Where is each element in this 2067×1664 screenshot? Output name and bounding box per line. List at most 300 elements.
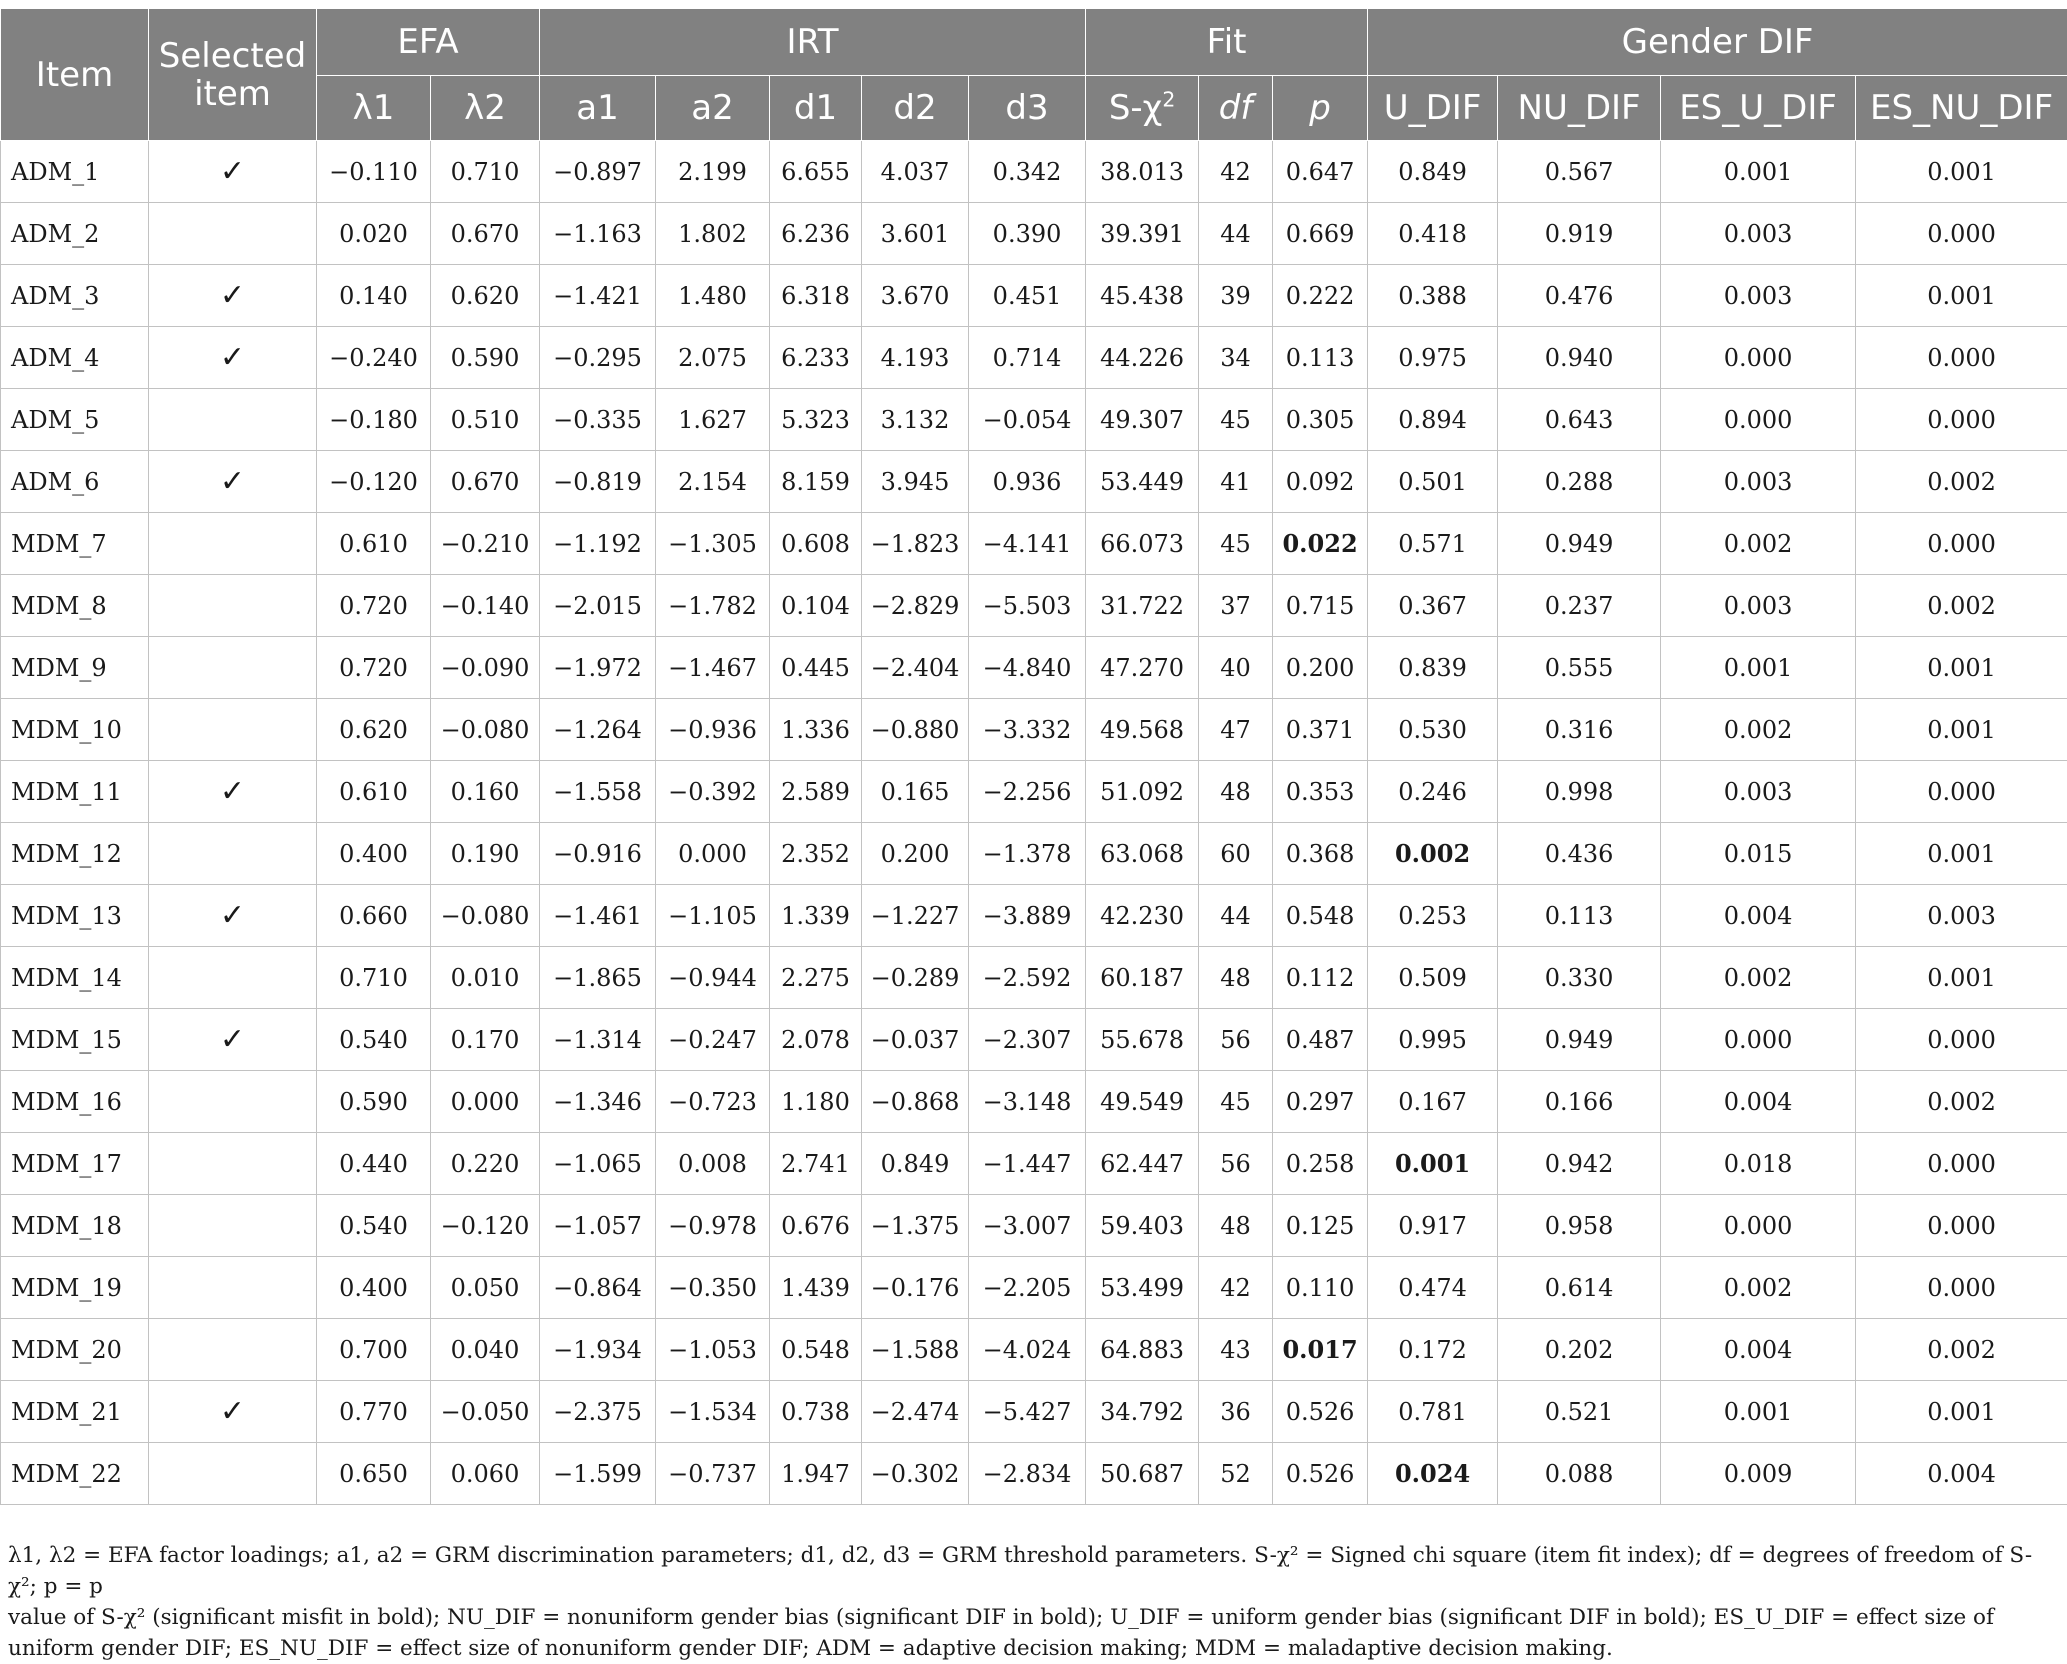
cell-nudif: 0.949 <box>1498 513 1661 575</box>
cell-df: 44 <box>1199 203 1273 265</box>
header-u-dif: U_DIF <box>1368 76 1498 141</box>
cell-esu: 0.015 <box>1661 823 1856 885</box>
cell-d1: 2.352 <box>770 823 862 885</box>
cell-esu: 0.003 <box>1661 761 1856 823</box>
cell-nudif: 0.940 <box>1498 327 1661 389</box>
cell-d1: 6.655 <box>770 141 862 203</box>
cell-p: 0.200 <box>1273 637 1368 699</box>
cell-a2: −1.305 <box>656 513 770 575</box>
cell-item: ADM_3 <box>1 265 149 327</box>
cell-l2: 0.620 <box>431 265 540 327</box>
cell-a1: −1.192 <box>540 513 656 575</box>
cell-l2: 0.670 <box>431 203 540 265</box>
cell-schi: 39.391 <box>1086 203 1199 265</box>
header-d2: d2 <box>862 76 969 141</box>
table-row <box>1 513 2067 575</box>
cell-a1: −1.461 <box>540 885 656 947</box>
cell-l2: 0.060 <box>431 1443 540 1505</box>
cell-esnu: 0.003 <box>1856 885 2067 947</box>
cell-nudif: 0.088 <box>1498 1443 1661 1505</box>
cell-l1: 0.440 <box>317 1133 431 1195</box>
checkmark-icon: ✓ <box>149 451 317 513</box>
cell-l2: −0.120 <box>431 1195 540 1257</box>
checkmark-icon: ✓ <box>149 327 317 389</box>
cell-a1: −2.375 <box>540 1381 656 1443</box>
cell-esu: 0.002 <box>1661 1257 1856 1319</box>
cell-schi: 50.687 <box>1086 1443 1199 1505</box>
cell-l2: 0.220 <box>431 1133 540 1195</box>
cell-esnu: 0.002 <box>1856 1319 2067 1381</box>
cell-d1: 1.339 <box>770 885 862 947</box>
cell-a2: −1.467 <box>656 637 770 699</box>
cell-esnu: 0.000 <box>1856 1009 2067 1071</box>
cell-a2: −0.350 <box>656 1257 770 1319</box>
cell-df: 48 <box>1199 947 1273 1009</box>
cell-d2: −0.868 <box>862 1071 969 1133</box>
cell-p: 0.222 <box>1273 265 1368 327</box>
cell-udif: 0.001 <box>1368 1133 1498 1195</box>
cell-schi: 64.883 <box>1086 1319 1199 1381</box>
cell-a1: −1.264 <box>540 699 656 761</box>
table-row <box>1 451 2067 513</box>
cell-esnu: 0.000 <box>1856 761 2067 823</box>
cell-d3: −5.503 <box>969 575 1086 637</box>
table-row <box>1 265 2067 327</box>
cell-a2: −0.723 <box>656 1071 770 1133</box>
cell-udif: 0.024 <box>1368 1443 1498 1505</box>
cell-item: MDM_15 <box>1 1009 149 1071</box>
cell-l2: 0.510 <box>431 389 540 451</box>
cell-a1: −1.346 <box>540 1071 656 1133</box>
cell-p: 0.487 <box>1273 1009 1368 1071</box>
cell-a2: −0.737 <box>656 1443 770 1505</box>
cell-item: MDM_19 <box>1 1257 149 1319</box>
cell-a2: 2.154 <box>656 451 770 513</box>
cell-a1: −1.065 <box>540 1133 656 1195</box>
cell-nudif: 0.958 <box>1498 1195 1661 1257</box>
cell-item: MDM_17 <box>1 1133 149 1195</box>
cell-df: 45 <box>1199 389 1273 451</box>
cell-esnu: 0.000 <box>1856 389 2067 451</box>
cell-selected-empty <box>149 823 317 885</box>
cell-d2: 3.601 <box>862 203 969 265</box>
cell-a2: 2.199 <box>656 141 770 203</box>
cell-d3: −4.141 <box>969 513 1086 575</box>
table-row <box>1 823 2067 885</box>
cell-udif: 0.388 <box>1368 265 1498 327</box>
table-row <box>1 141 2067 203</box>
cell-a2: −0.936 <box>656 699 770 761</box>
header-lambda1: λ1 <box>317 76 431 141</box>
cell-d3: −2.592 <box>969 947 1086 1009</box>
cell-udif: 0.418 <box>1368 203 1498 265</box>
table-row <box>1 885 2067 947</box>
cell-item: ADM_5 <box>1 389 149 451</box>
cell-d3: −4.024 <box>969 1319 1086 1381</box>
cell-schi: 34.792 <box>1086 1381 1199 1443</box>
cell-nudif: 0.949 <box>1498 1009 1661 1071</box>
cell-p: 0.112 <box>1273 947 1368 1009</box>
cell-l2: −0.080 <box>431 885 540 947</box>
cell-selected-empty <box>149 1443 317 1505</box>
cell-d3: −3.148 <box>969 1071 1086 1133</box>
table-row <box>1 1319 2067 1381</box>
cell-p: 0.017 <box>1273 1319 1368 1381</box>
cell-d1: 1.439 <box>770 1257 862 1319</box>
cell-df: 47 <box>1199 699 1273 761</box>
cell-d2: 0.200 <box>862 823 969 885</box>
cell-p: 0.548 <box>1273 885 1368 947</box>
cell-schi: 42.230 <box>1086 885 1199 947</box>
cell-d2: 3.132 <box>862 389 969 451</box>
cell-d3: 0.342 <box>969 141 1086 203</box>
cell-esnu: 0.000 <box>1856 1195 2067 1257</box>
cell-schi: 51.092 <box>1086 761 1199 823</box>
checkmark-icon: ✓ <box>149 1381 317 1443</box>
cell-schi: 55.678 <box>1086 1009 1199 1071</box>
cell-esnu: 0.000 <box>1856 513 2067 575</box>
cell-l2: 0.170 <box>431 1009 540 1071</box>
cell-p: 0.353 <box>1273 761 1368 823</box>
cell-l2: −0.090 <box>431 637 540 699</box>
cell-esnu: 0.001 <box>1856 1381 2067 1443</box>
cell-l1: 0.770 <box>317 1381 431 1443</box>
cell-a1: −0.335 <box>540 389 656 451</box>
cell-schi: 63.068 <box>1086 823 1199 885</box>
cell-selected-empty <box>149 575 317 637</box>
cell-d2: −1.227 <box>862 885 969 947</box>
cell-d3: −3.332 <box>969 699 1086 761</box>
cell-df: 42 <box>1199 1257 1273 1319</box>
cell-selected-empty <box>149 513 317 575</box>
cell-a2: 2.075 <box>656 327 770 389</box>
table-row <box>1 1381 2067 1443</box>
cell-d2: 3.945 <box>862 451 969 513</box>
header-df: df <box>1199 76 1273 141</box>
cell-df: 34 <box>1199 327 1273 389</box>
cell-d2: −2.404 <box>862 637 969 699</box>
cell-a1: −1.972 <box>540 637 656 699</box>
table-row <box>1 1133 2067 1195</box>
cell-a2: 0.008 <box>656 1133 770 1195</box>
cell-item: MDM_10 <box>1 699 149 761</box>
cell-d3: −3.889 <box>969 885 1086 947</box>
cell-esnu: 0.000 <box>1856 327 2067 389</box>
header-a1: a1 <box>540 76 656 141</box>
cell-nudif: 0.614 <box>1498 1257 1661 1319</box>
cell-l2: 0.000 <box>431 1071 540 1133</box>
cell-item: MDM_8 <box>1 575 149 637</box>
cell-d1: 1.947 <box>770 1443 862 1505</box>
cell-d1: 8.159 <box>770 451 862 513</box>
cell-item: MDM_13 <box>1 885 149 947</box>
table-row <box>1 203 2067 265</box>
cell-selected-empty <box>149 637 317 699</box>
cell-esnu: 0.001 <box>1856 699 2067 761</box>
cell-df: 48 <box>1199 761 1273 823</box>
cell-esnu: 0.002 <box>1856 575 2067 637</box>
cell-item: MDM_9 <box>1 637 149 699</box>
cell-d3: −1.378 <box>969 823 1086 885</box>
cell-udif: 0.530 <box>1368 699 1498 761</box>
cell-df: 43 <box>1199 1319 1273 1381</box>
footnote-line-1: λ1, λ2 = EFA factor loadings; a1, a2 = GRM discrimination parameters; d1, d2, d3 = GRM threshold parameters. S-χ² = Signed chi square (item fit index); df = degrees of freedom of S-χ²; p = p <box>8 1540 2058 1602</box>
cell-l2: 0.190 <box>431 823 540 885</box>
cell-udif: 0.509 <box>1368 947 1498 1009</box>
cell-a1: −0.819 <box>540 451 656 513</box>
cell-df: 56 <box>1199 1009 1273 1071</box>
checkmark-icon: ✓ <box>149 761 317 823</box>
cell-esnu: 0.004 <box>1856 1443 2067 1505</box>
cell-esu: 0.004 <box>1661 1071 1856 1133</box>
cell-udif: 0.781 <box>1368 1381 1498 1443</box>
cell-esnu: 0.002 <box>1856 1071 2067 1133</box>
cell-udif: 0.571 <box>1368 513 1498 575</box>
cell-a2: −1.782 <box>656 575 770 637</box>
cell-df: 40 <box>1199 637 1273 699</box>
cell-a1: −0.295 <box>540 327 656 389</box>
cell-l2: −0.140 <box>431 575 540 637</box>
cell-a1: −1.599 <box>540 1443 656 1505</box>
cell-esu: 0.001 <box>1661 1381 1856 1443</box>
cell-udif: 0.894 <box>1368 389 1498 451</box>
header-item: Item <box>1 9 149 141</box>
cell-schi: 38.013 <box>1086 141 1199 203</box>
cell-udif: 0.849 <box>1368 141 1498 203</box>
cell-selected-empty <box>149 1133 317 1195</box>
cell-udif: 0.246 <box>1368 761 1498 823</box>
cell-item: ADM_2 <box>1 203 149 265</box>
cell-udif: 0.975 <box>1368 327 1498 389</box>
cell-schi: 66.073 <box>1086 513 1199 575</box>
cell-a2: 1.627 <box>656 389 770 451</box>
cell-schi: 59.403 <box>1086 1195 1199 1257</box>
cell-l1: 0.540 <box>317 1195 431 1257</box>
cell-selected-empty <box>149 1257 317 1319</box>
cell-l1: 0.720 <box>317 575 431 637</box>
cell-df: 42 <box>1199 141 1273 203</box>
cell-schi: 49.549 <box>1086 1071 1199 1133</box>
cell-a1: −1.314 <box>540 1009 656 1071</box>
cell-l1: 0.020 <box>317 203 431 265</box>
header-nu-dif: NU_DIF <box>1498 76 1661 141</box>
cell-p: 0.110 <box>1273 1257 1368 1319</box>
cell-d1: 0.738 <box>770 1381 862 1443</box>
cell-selected-empty <box>149 947 317 1009</box>
cell-nudif: 0.942 <box>1498 1133 1661 1195</box>
cell-d2: 0.849 <box>862 1133 969 1195</box>
cell-d2: −0.289 <box>862 947 969 1009</box>
header-group-efa: EFA <box>317 9 540 76</box>
cell-a1: −1.934 <box>540 1319 656 1381</box>
header-a2: a2 <box>656 76 770 141</box>
cell-df: 45 <box>1199 1071 1273 1133</box>
cell-d3: 0.714 <box>969 327 1086 389</box>
cell-esu: 0.001 <box>1661 141 1856 203</box>
cell-df: 56 <box>1199 1133 1273 1195</box>
cell-esnu: 0.002 <box>1856 451 2067 513</box>
table-row <box>1 1443 2067 1505</box>
cell-df: 39 <box>1199 265 1273 327</box>
cell-item: MDM_18 <box>1 1195 149 1257</box>
cell-a1: −0.897 <box>540 141 656 203</box>
cell-udif: 0.501 <box>1368 451 1498 513</box>
cell-p: 0.368 <box>1273 823 1368 885</box>
cell-d1: 2.589 <box>770 761 862 823</box>
cell-df: 37 <box>1199 575 1273 637</box>
cell-esu: 0.003 <box>1661 203 1856 265</box>
cell-esnu: 0.000 <box>1856 203 2067 265</box>
cell-l2: 0.010 <box>431 947 540 1009</box>
cell-selected-empty <box>149 1195 317 1257</box>
cell-item: MDM_16 <box>1 1071 149 1133</box>
cell-schi: 60.187 <box>1086 947 1199 1009</box>
cell-d2: 3.670 <box>862 265 969 327</box>
cell-a2: −0.978 <box>656 1195 770 1257</box>
table-row <box>1 761 2067 823</box>
cell-d1: 1.336 <box>770 699 862 761</box>
cell-l1: 0.620 <box>317 699 431 761</box>
cell-l1: 0.140 <box>317 265 431 327</box>
cell-a1: −1.865 <box>540 947 656 1009</box>
cell-esnu: 0.001 <box>1856 141 2067 203</box>
cell-nudif: 0.330 <box>1498 947 1661 1009</box>
cell-df: 45 <box>1199 513 1273 575</box>
cell-p: 0.526 <box>1273 1381 1368 1443</box>
cell-schi: 49.568 <box>1086 699 1199 761</box>
cell-df: 48 <box>1199 1195 1273 1257</box>
cell-nudif: 0.166 <box>1498 1071 1661 1133</box>
cell-p: 0.258 <box>1273 1133 1368 1195</box>
footnote-line-3: uniform gender DIF; ES_NU_DIF = effect size of nonuniform gender DIF; ADM = adaptive decision making; MDM = maladaptive decision making. <box>8 1633 2058 1664</box>
cell-nudif: 0.476 <box>1498 265 1661 327</box>
cell-d3: −1.447 <box>969 1133 1086 1195</box>
header-es-u-dif: ES_U_DIF <box>1661 76 1856 141</box>
cell-nudif: 0.202 <box>1498 1319 1661 1381</box>
cell-a2: 1.480 <box>656 265 770 327</box>
cell-l1: 0.610 <box>317 513 431 575</box>
cell-df: 36 <box>1199 1381 1273 1443</box>
table-row <box>1 575 2067 637</box>
table-row <box>1 1195 2067 1257</box>
cell-d3: −3.007 <box>969 1195 1086 1257</box>
cell-nudif: 0.316 <box>1498 699 1661 761</box>
cell-d1: 1.180 <box>770 1071 862 1133</box>
cell-schi: 47.270 <box>1086 637 1199 699</box>
cell-item: MDM_20 <box>1 1319 149 1381</box>
cell-a2: −0.392 <box>656 761 770 823</box>
cell-item: ADM_1 <box>1 141 149 203</box>
cell-selected-empty <box>149 203 317 265</box>
cell-l1: 0.400 <box>317 823 431 885</box>
cell-nudif: 0.521 <box>1498 1381 1661 1443</box>
cell-esu: 0.018 <box>1661 1133 1856 1195</box>
cell-p: 0.125 <box>1273 1195 1368 1257</box>
cell-esu: 0.000 <box>1661 389 1856 451</box>
cell-nudif: 0.567 <box>1498 141 1661 203</box>
cell-d1: 6.236 <box>770 203 862 265</box>
cell-a1: −1.163 <box>540 203 656 265</box>
cell-d3: −5.427 <box>969 1381 1086 1443</box>
cell-a1: −1.558 <box>540 761 656 823</box>
cell-d3: 0.390 <box>969 203 1086 265</box>
cell-schi: 62.447 <box>1086 1133 1199 1195</box>
table-body <box>1 141 2067 1505</box>
cell-df: 44 <box>1199 885 1273 947</box>
table-row <box>1 947 2067 1009</box>
cell-d1: 0.608 <box>770 513 862 575</box>
cell-esu: 0.000 <box>1661 1009 1856 1071</box>
cell-l1: −0.120 <box>317 451 431 513</box>
cell-a1: −1.057 <box>540 1195 656 1257</box>
cell-udif: 0.172 <box>1368 1319 1498 1381</box>
cell-p: 0.647 <box>1273 141 1368 203</box>
cell-schi: 31.722 <box>1086 575 1199 637</box>
cell-p: 0.113 <box>1273 327 1368 389</box>
cell-d3: −4.840 <box>969 637 1086 699</box>
header-d1: d1 <box>770 76 862 141</box>
cell-esu: 0.000 <box>1661 327 1856 389</box>
checkmark-icon: ✓ <box>149 265 317 327</box>
cell-a2: −1.534 <box>656 1381 770 1443</box>
cell-d2: 4.193 <box>862 327 969 389</box>
cell-esu: 0.004 <box>1661 1319 1856 1381</box>
cell-d1: 2.741 <box>770 1133 862 1195</box>
cell-esnu: 0.001 <box>1856 637 2067 699</box>
cell-esu: 0.009 <box>1661 1443 1856 1505</box>
cell-l1: −0.110 <box>317 141 431 203</box>
cell-l1: 0.700 <box>317 1319 431 1381</box>
cell-esnu: 0.000 <box>1856 1257 2067 1319</box>
cell-l1: 0.720 <box>317 637 431 699</box>
cell-schi: 53.449 <box>1086 451 1199 513</box>
table-row <box>1 1257 2067 1319</box>
checkmark-icon: ✓ <box>149 1009 317 1071</box>
cell-l1: 0.610 <box>317 761 431 823</box>
cell-udif: 0.367 <box>1368 575 1498 637</box>
cell-d1: 0.104 <box>770 575 862 637</box>
header-p: p <box>1273 76 1368 141</box>
cell-udif: 0.995 <box>1368 1009 1498 1071</box>
cell-d3: −2.307 <box>969 1009 1086 1071</box>
cell-p: 0.526 <box>1273 1443 1368 1505</box>
cell-d2: −1.823 <box>862 513 969 575</box>
cell-l2: 0.590 <box>431 327 540 389</box>
cell-l1: 0.710 <box>317 947 431 1009</box>
cell-p: 0.371 <box>1273 699 1368 761</box>
cell-esu: 0.003 <box>1661 265 1856 327</box>
header-selected-item: Selected item <box>149 9 317 141</box>
cell-l2: 0.040 <box>431 1319 540 1381</box>
results-table <box>0 8 2067 1505</box>
cell-d3: −2.256 <box>969 761 1086 823</box>
cell-item: ADM_6 <box>1 451 149 513</box>
cell-udif: 0.839 <box>1368 637 1498 699</box>
cell-udif: 0.002 <box>1368 823 1498 885</box>
cell-esnu: 0.001 <box>1856 823 2067 885</box>
cell-a2: −1.053 <box>656 1319 770 1381</box>
cell-esu: 0.004 <box>1661 885 1856 947</box>
cell-a1: −2.015 <box>540 575 656 637</box>
table-row <box>1 1071 2067 1133</box>
cell-p: 0.022 <box>1273 513 1368 575</box>
cell-item: MDM_21 <box>1 1381 149 1443</box>
cell-nudif: 0.919 <box>1498 203 1661 265</box>
cell-udif: 0.253 <box>1368 885 1498 947</box>
cell-esu: 0.001 <box>1661 637 1856 699</box>
cell-item: MDM_11 <box>1 761 149 823</box>
cell-l2: −0.050 <box>431 1381 540 1443</box>
